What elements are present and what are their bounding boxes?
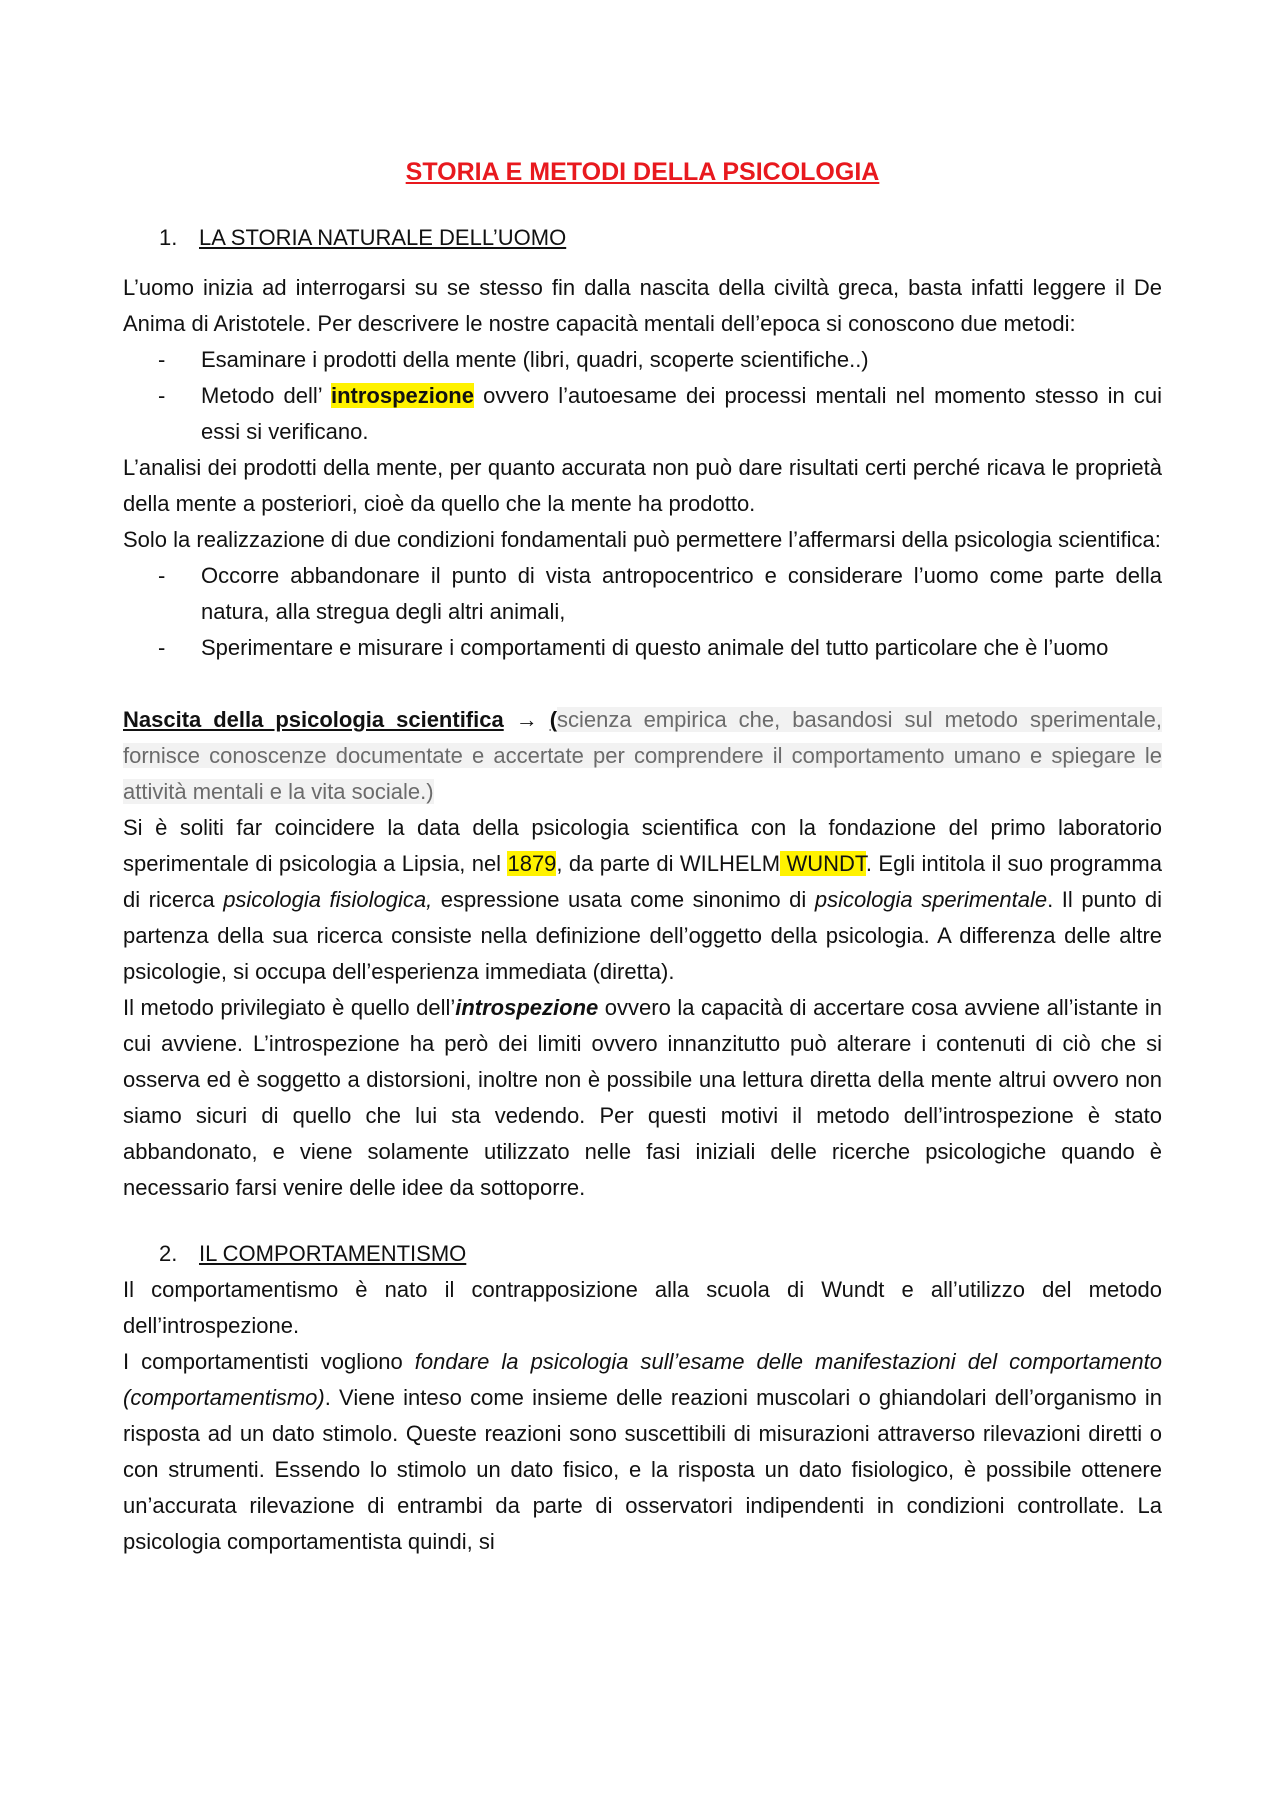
document-title: STORIA E METODI DELLA PSICOLOGIA bbox=[405, 158, 880, 186]
spacer bbox=[123, 1206, 1162, 1236]
highlighted-year: 1879 bbox=[507, 851, 557, 876]
list-item-text: Sperimentare e misurare i comportamenti di questo animale del tutto particolare che è l’uomo bbox=[201, 635, 1109, 660]
italic-run: fondare la psicologia sull’esame delle manifestazioni del comportamento (comportamentismo) bbox=[123, 1349, 1162, 1410]
dash-bullet: - bbox=[158, 635, 166, 660]
behaviorism-paragraph-1: Il comportamentismo è nato il contrapposizione alla scuola di Wundt e all’utilizzo del metodo dell’introspezione. bbox=[123, 1277, 1162, 1338]
arrow-icon: → bbox=[515, 707, 538, 732]
conditions-intro-paragraph: Solo la realizzazione di due condizioni fondamentali può permettere l’affermarsi della psicologia scientifica: bbox=[123, 527, 1161, 552]
text-run: I comportamentisti vogliono bbox=[123, 1349, 415, 1374]
conditions-list bbox=[123, 558, 1162, 666]
analysis-paragraph: L’analisi dei prodotti della mente, per quanto accurata non può dare risultati certi perché ricava le proprietà della mente a posteriori, cioè da quello che la mente ha prodotto. bbox=[123, 455, 1162, 516]
birth-label: Nascita della psicologia scientifica bbox=[123, 707, 504, 732]
text-run: Il metodo privilegiato è quello dell’ bbox=[123, 995, 456, 1020]
text-run: Si è soliti far coincidere la data della psicologia scientifica con la fondazione del primo laboratorio sperimentale di psicologia a Lipsia, nel bbox=[123, 815, 1162, 876]
section-title: LA STORIA NATURALE DELL’UOMO bbox=[199, 225, 567, 250]
behaviorism-paragraph-2 bbox=[123, 1344, 1162, 1560]
section-number: 1. bbox=[159, 225, 178, 250]
section-title: IL COMPORTAMENTISMO bbox=[199, 1241, 467, 1266]
text-run: . Viene inteso come insieme delle reazioni muscolari o ghiandolari dell’organismo in risposta ad un dato stimolo. Queste reazioni sono suscettibili di misurazioni attraverso rilevazioni diretti o con strumenti. Essendo lo stimolo un dato fisico, e la risposta un dato fisiologico, è possibile ottenere un’accurata rilevazione di entrambi da parte di osservatori indipendenti in condizioni controllate. La psicologia comportamentista quindi, si bbox=[123, 1385, 1162, 1554]
definition-text: scienza empirica che, basandosi sul metodo sperimentale, fornisce conoscenze documentate e accertate per comprendere il comportamento umano e spiegare le attività mentali e la vita sociale.) bbox=[123, 707, 1163, 804]
text-run: . Egli intitola il suo programma di ricerca bbox=[123, 851, 1162, 912]
intro-paragraph: L’uomo inizia ad interrogarsi su se stesso fin dalla nascita della civiltà greca, basta infatti leggere il De Anima di Aristotele. Per descrivere le nostre capacità mentali dell’epoca si conoscono due metodi: bbox=[123, 275, 1162, 336]
spacer bbox=[123, 666, 1162, 702]
wundt-paragraph bbox=[123, 810, 1162, 990]
italic-run: psicologia sperimentale bbox=[814, 887, 1048, 912]
section-1-heading bbox=[159, 220, 1162, 256]
highlighted-name: WUNDT bbox=[780, 851, 866, 876]
list-item bbox=[158, 558, 1162, 630]
birth-paragraph bbox=[123, 702, 1162, 810]
section-number: 2. bbox=[159, 1241, 178, 1266]
list-item bbox=[158, 630, 1162, 666]
list-item-text: Occorre abbandonare il punto di vista antropocentrico e considerare l’uomo come parte della natura, alla stregua degli altri animali, bbox=[201, 563, 1162, 624]
italic-run: psicologia fisiologica, bbox=[223, 887, 433, 912]
section-2-heading bbox=[159, 1236, 1162, 1272]
text-run: . Il punto di partenza della sua ricerca consiste nella definizione dell’oggetto della psicologia. A differenza delle altre psicologie, si occupa dell’esperienza immediata (diretta). bbox=[123, 887, 1163, 984]
dash-bullet: - bbox=[158, 563, 166, 588]
text-run: , da parte di WILHELM bbox=[556, 851, 781, 876]
text-run: Metodo dell’ bbox=[201, 383, 331, 408]
text-run: ovvero la capacità di accertare cosa avviene all’istante in cui avviene. L’introspezione ha però dei limiti ovvero innanzitutto può alterare i contenuti di ciò che si osserva ed è soggetto a distorsioni, inoltre non è possibile una lettura diretta della mente altrui ovvero non siamo sicuri di quello che lui sta vedendo. Per questi motivi il metodo dell’introspezione è stato abbandonato, e viene solamente utilizzato nelle fasi iniziali delle ricerche psicologiche quando è necessario farsi venire delle idee da sottoporre. bbox=[123, 995, 1162, 1200]
dash-bullet: - bbox=[158, 347, 166, 372]
dash-bullet: - bbox=[158, 383, 166, 408]
list-item bbox=[158, 378, 1162, 450]
method-paragraph bbox=[123, 990, 1162, 1206]
text-run: espressione usata come sinonimo di bbox=[432, 887, 815, 912]
bold-italic-term: introspezione bbox=[455, 995, 599, 1020]
list-item-text bbox=[201, 378, 1162, 450]
list-item-text: Esaminare i prodotti della mente (libri, quadri, scoperte scientifiche..) bbox=[201, 347, 869, 372]
list-item bbox=[158, 342, 1162, 378]
methods-list bbox=[123, 342, 1162, 450]
open-paren: ( bbox=[549, 707, 558, 732]
highlighted-term: introspezione bbox=[330, 383, 474, 408]
text-run: ovvero l’autoesame dei processi mentali nel momento stesso in cui essi si verificano. bbox=[201, 383, 1162, 444]
